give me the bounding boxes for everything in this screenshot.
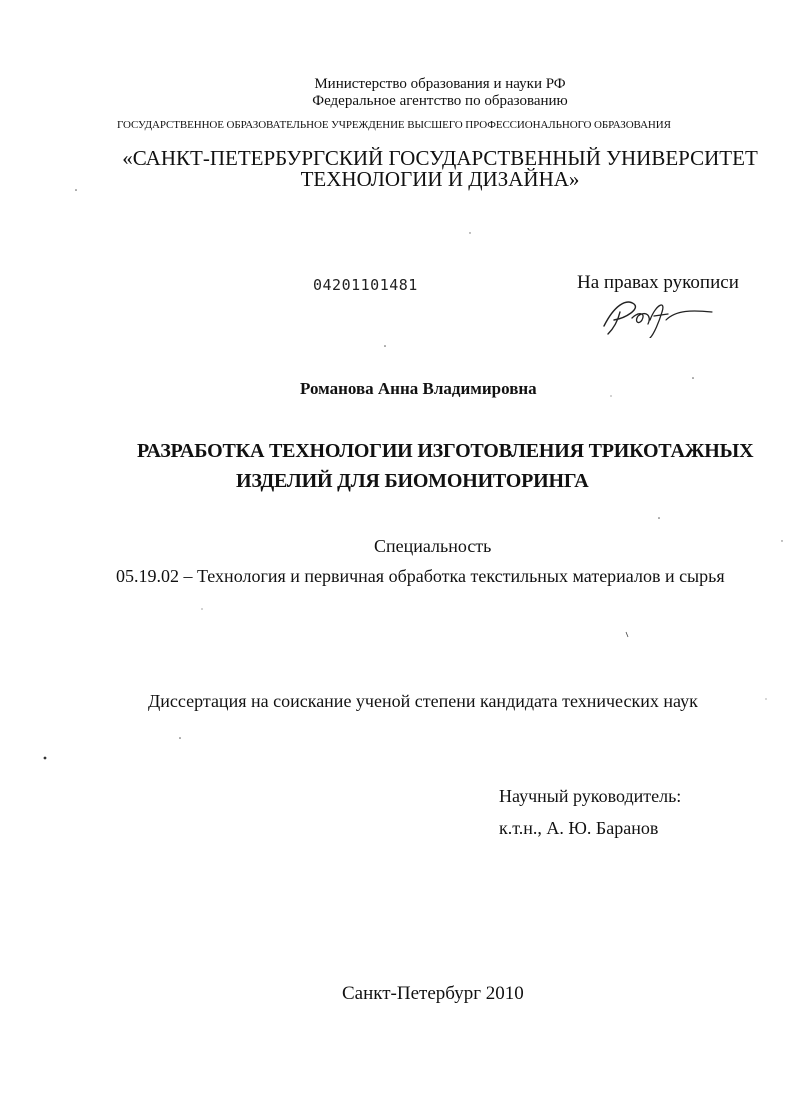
speck [692, 377, 694, 379]
ministry-line: Министерство образования и науки РФ [314, 76, 566, 92]
institution-type-line: ГОСУДАРСТВЕННОЕ ОБРАЗОВАТЕЛЬНОЕ УЧРЕЖДЕНИЕ ВЫСШЕГО ПРОФЕССИОНАЛЬНОГО ОБРАЗОВАНИЯ [117, 119, 671, 131]
degree-statement: Диссертация на соискание ученой степени кандидата технических наук [148, 691, 698, 711]
speck [658, 517, 660, 519]
speck [201, 608, 202, 609]
supervisor-label: Научный руководитель: [499, 786, 682, 806]
speck [610, 395, 611, 396]
speck [765, 698, 766, 699]
speck [626, 632, 628, 637]
speck [384, 345, 386, 347]
signature-icon [596, 294, 714, 338]
speck [179, 737, 181, 739]
speck [469, 232, 470, 233]
dissertation-title-line-2: ИЗДЕЛИЙ ДЛЯ БИОМОНИТОРИНГА [236, 470, 589, 492]
city-year: Санкт-Петербург 2010 [342, 983, 524, 1004]
dissertation-title-line-1: РАЗРАБОТКА ТЕХНОЛОГИИ ИЗГОТОВЛЕНИЯ ТРИКОТАЖНЫХ [137, 440, 754, 462]
manuscript-note: На правах рукописи [577, 272, 739, 293]
registry-code: 04201101481 [313, 276, 418, 294]
specialty-label: Специальность [374, 536, 492, 556]
supervisor-name: к.т.н., А. Ю. Баранов [499, 818, 659, 838]
specialty-code: 05.19.02 – Технология и первичная обработка текстильных материалов и сырья [116, 566, 725, 586]
speck [781, 540, 782, 541]
author-name: Романова Анна Владимировна [300, 379, 537, 398]
university-name-line-2: ТЕХНОЛОГИИ И ДИЗАЙНА» [300, 167, 580, 191]
university-name-line-1: «САНКТ-ПЕТЕРБУРГСКИЙ ГОСУДАРСТВЕННЫЙ УНИВЕРСИТЕТ [122, 146, 758, 170]
speck [44, 757, 47, 760]
agency-line: Федеральное агентство по образованию [312, 93, 568, 109]
